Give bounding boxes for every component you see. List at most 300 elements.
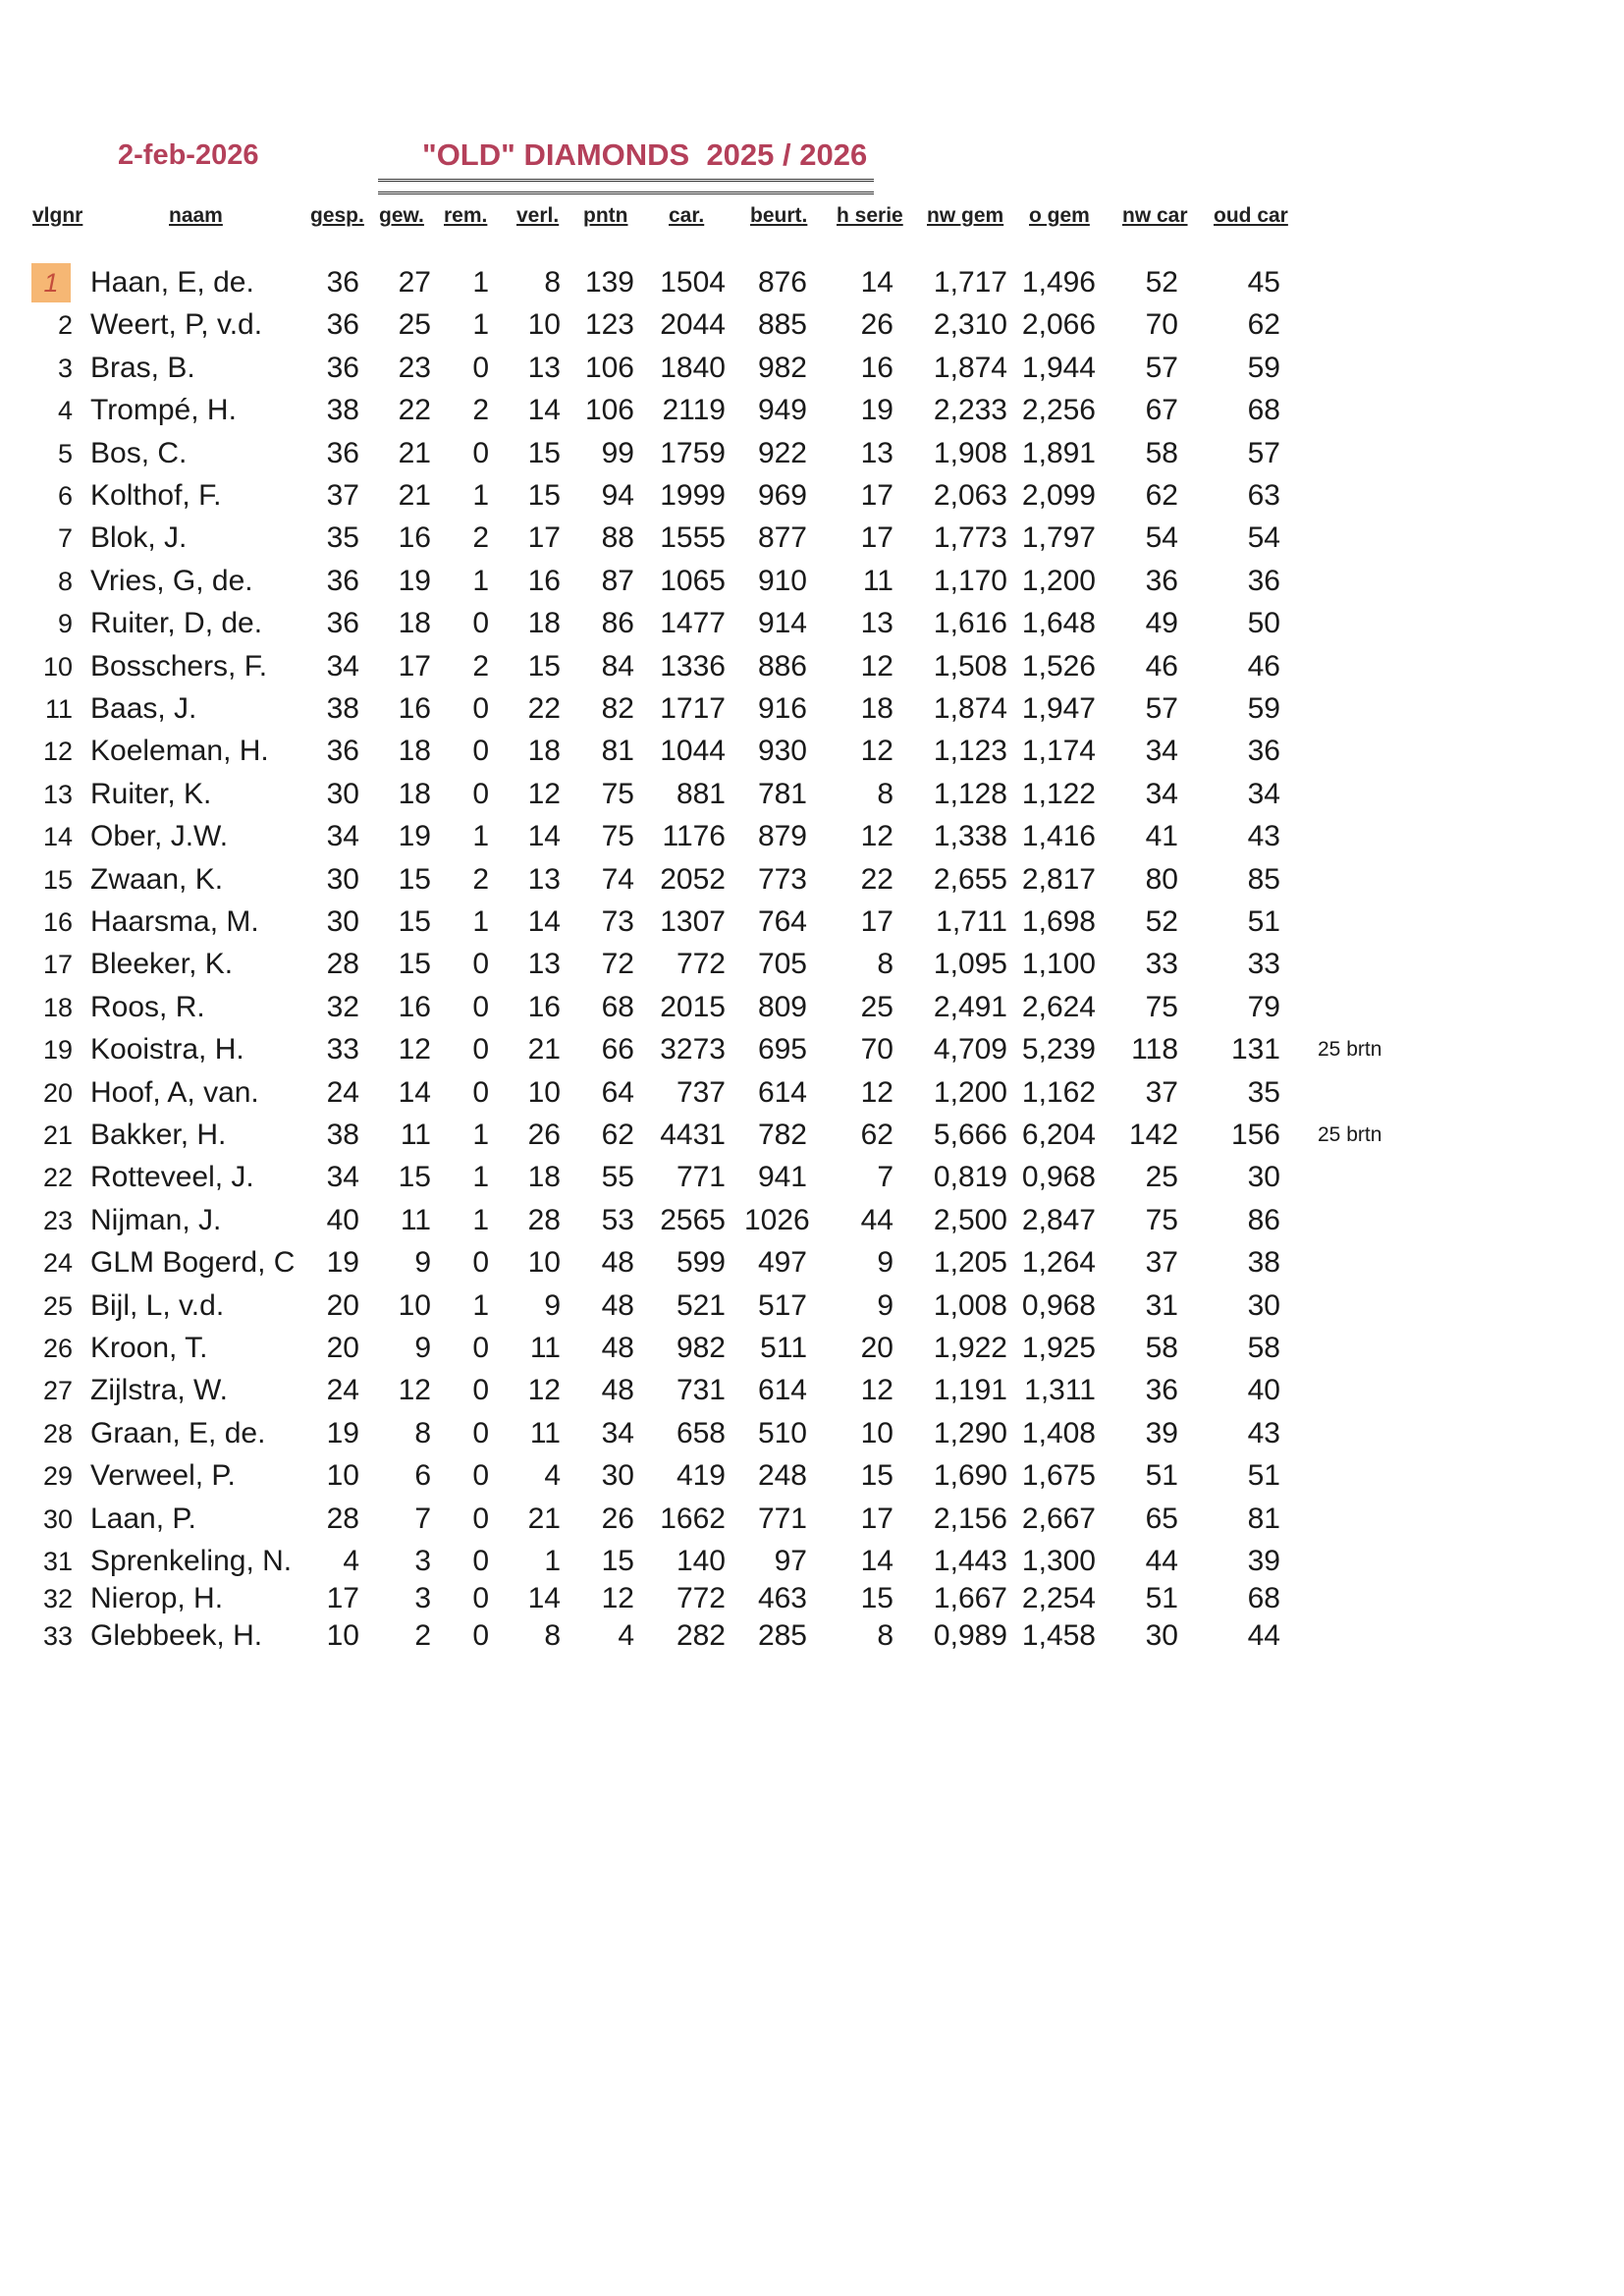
cell-hserie: 18 — [860, 692, 893, 725]
cell-rem: 2 — [472, 521, 489, 555]
cell-gesp: 30 — [326, 862, 359, 896]
cell-name: Bosschers, F. — [90, 649, 268, 683]
cell-ogem: 2,667 — [1021, 1502, 1096, 1535]
cell-oudcar: 36 — [1247, 564, 1280, 597]
cell-name: Roos, R. — [90, 990, 205, 1023]
col-header-hserie: h serie — [837, 204, 903, 227]
col-header-car: car. — [669, 204, 705, 227]
cell-gesp: 34 — [326, 649, 359, 683]
cell-gew: 16 — [398, 692, 431, 725]
cell-oudcar: 44 — [1247, 1619, 1280, 1652]
cell-beurt: 773 — [757, 862, 807, 896]
cell-hserie: 13 — [860, 436, 893, 469]
cell-rank: 32 — [42, 1584, 73, 1613]
cell-nwgem: 1,128 — [933, 777, 1007, 810]
cell-nwcar: 52 — [1145, 905, 1178, 938]
cell-name: Sprenkeling, N. — [90, 1545, 293, 1577]
cell-gesp: 4 — [343, 1545, 359, 1577]
cell-verl: 15 — [527, 436, 561, 469]
cell-nwgem: 1,200 — [933, 1075, 1007, 1109]
cell-oudcar: 57 — [1247, 436, 1280, 469]
cell-gew: 17 — [398, 649, 431, 683]
cell-nwgem: 1,874 — [933, 692, 1007, 725]
cell-rank: 20 — [42, 1077, 73, 1108]
cell-rem: 0 — [472, 1502, 489, 1535]
cell-gesp: 20 — [326, 1332, 359, 1364]
cell-nwcar: 25 — [1145, 1161, 1178, 1194]
cell-car: 881 — [676, 777, 726, 810]
col-header-pntn: pntn — [583, 204, 628, 227]
cell-verl: 12 — [527, 777, 561, 810]
cell-pntn: 66 — [601, 1033, 634, 1066]
cell-hserie: 22 — [860, 862, 893, 896]
cell-pntn: 86 — [601, 607, 634, 640]
cell-car: 3273 — [660, 1033, 726, 1066]
cell-verl: 26 — [527, 1119, 561, 1151]
cell-verl: 13 — [527, 948, 561, 981]
cell-beurt: 463 — [757, 1582, 807, 1614]
cell-hserie: 25 — [860, 990, 893, 1023]
cell-ogem: 1,947 — [1021, 692, 1096, 725]
cell-rank: 27 — [42, 1376, 73, 1406]
cell-hserie: 19 — [860, 394, 893, 427]
cell-gew: 15 — [398, 1161, 431, 1194]
cell-gesp: 24 — [326, 1075, 359, 1109]
cell-pntn: 106 — [584, 351, 634, 384]
cell-rank: 6 — [57, 481, 73, 511]
cell-rem: 0 — [472, 1075, 489, 1109]
cell-rem: 1 — [472, 266, 489, 299]
cell-pntn: 48 — [601, 1332, 634, 1364]
cell-name: Graan, E, de. — [90, 1416, 266, 1449]
cell-name: Hoof, A, van. — [90, 1075, 259, 1109]
cell-hserie: 9 — [877, 1246, 893, 1280]
cell-beurt: 941 — [757, 1161, 807, 1194]
cell-oudcar: 54 — [1247, 521, 1280, 555]
cell-car: 1717 — [660, 692, 726, 725]
cell-pntn: 26 — [601, 1502, 634, 1535]
cell-pntn: 99 — [601, 436, 634, 469]
cell-rem: 0 — [472, 1246, 489, 1280]
cell-verl: 10 — [527, 308, 561, 342]
cell-verl: 18 — [527, 607, 561, 640]
cell-nwcar: 52 — [1145, 266, 1178, 299]
cell-name: Glebbeek, H. — [90, 1619, 263, 1652]
cell-hserie: 70 — [860, 1033, 893, 1066]
cell-rank: 28 — [42, 1418, 73, 1449]
cell-pntn: 62 — [601, 1119, 634, 1151]
cell-gesp: 30 — [326, 777, 359, 810]
cell-verl: 15 — [527, 649, 561, 683]
cell-pntn: 88 — [601, 521, 634, 555]
cell-beurt: 922 — [757, 436, 807, 469]
cell-ogem: 1,496 — [1021, 266, 1096, 299]
cell-gew: 25 — [398, 308, 431, 342]
cell-oudcar: 40 — [1247, 1374, 1280, 1407]
cell-nwgem: 1,874 — [933, 351, 1007, 384]
cell-ogem: 1,300 — [1021, 1545, 1096, 1577]
cell-rank: 22 — [42, 1163, 73, 1193]
cell-beurt: 886 — [757, 649, 807, 683]
cell-nwcar: 30 — [1145, 1619, 1178, 1652]
cell-verl: 18 — [527, 735, 561, 768]
cell-rem: 0 — [472, 990, 489, 1023]
cell-ogem: 2,099 — [1021, 479, 1096, 512]
cell-nwcar: 58 — [1145, 436, 1178, 469]
cell-oudcar: 39 — [1247, 1545, 1280, 1577]
cell-rank: 12 — [42, 737, 73, 767]
cell-rem: 0 — [472, 948, 489, 981]
col-header-verl: verl. — [516, 204, 560, 227]
cell-car: 771 — [676, 1161, 726, 1194]
cell-nwcar: 51 — [1145, 1459, 1178, 1493]
cell-rem: 1 — [472, 479, 489, 512]
cell-rem: 0 — [472, 1416, 489, 1449]
cell-gesp: 10 — [326, 1459, 359, 1493]
cell-hserie: 44 — [860, 1203, 893, 1236]
cell-pntn: 15 — [601, 1545, 634, 1577]
cell-gesp: 35 — [326, 521, 359, 555]
cell-name: Weert, P, v.d. — [90, 308, 263, 342]
cell-nwgem: 1,508 — [933, 649, 1007, 683]
cell-nwcar: 70 — [1145, 308, 1178, 342]
cell-pntn: 34 — [601, 1416, 634, 1449]
cell-name: Bos, C. — [90, 436, 188, 469]
cell-nwgem: 2,655 — [933, 862, 1007, 896]
cell-gew: 10 — [398, 1288, 431, 1322]
cell-nwgem: 1,008 — [933, 1288, 1007, 1322]
cell-rem: 0 — [472, 1332, 489, 1364]
cell-car: 4431 — [660, 1119, 726, 1151]
cell-beurt: 969 — [757, 479, 807, 512]
cell-name: Ruiter, K. — [90, 777, 212, 810]
cell-rank: 15 — [42, 864, 73, 895]
cell-rem: 1 — [472, 1119, 489, 1151]
cell-pntn: 123 — [584, 308, 634, 342]
cell-nwgem: 1,123 — [933, 735, 1007, 768]
cell-ogem: 0,968 — [1021, 1161, 1096, 1194]
cell-verl: 11 — [529, 1416, 561, 1449]
cell-ogem: 0,968 — [1021, 1288, 1096, 1322]
cell-name: Haarsma, M. — [90, 905, 259, 938]
cell-name: Ruiter, D, de. — [90, 607, 263, 640]
cell-gew: 19 — [398, 820, 431, 853]
cell-verl: 14 — [527, 820, 561, 853]
cell-rank: 18 — [42, 992, 73, 1022]
cell-rem: 0 — [472, 735, 489, 768]
cell-verl: 4 — [544, 1459, 561, 1493]
col-header-nwcar: nw car — [1122, 204, 1188, 227]
cell-gesp: 19 — [326, 1416, 359, 1449]
cell-gesp: 36 — [326, 308, 359, 342]
cell-note: 25 brtn — [1318, 1123, 1382, 1146]
cell-hserie: 20 — [860, 1332, 893, 1364]
col-header-vlgnr: vlgnr — [32, 204, 83, 227]
cell-car: 2052 — [660, 862, 726, 896]
cell-car: 2044 — [660, 308, 726, 342]
cell-gew: 23 — [398, 351, 431, 384]
cell-verl: 16 — [527, 564, 561, 597]
cell-hserie: 7 — [877, 1161, 893, 1194]
cell-ogem: 1,122 — [1021, 777, 1096, 810]
cell-nwcar: 46 — [1145, 649, 1178, 683]
cell-pntn: 106 — [584, 394, 634, 427]
cell-rank: 2 — [57, 310, 73, 341]
cell-hserie: 13 — [860, 607, 893, 640]
cell-ogem: 1,944 — [1021, 351, 1096, 384]
cell-gesp: 34 — [326, 1161, 359, 1194]
cell-pntn: 82 — [601, 692, 634, 725]
cell-oudcar: 59 — [1247, 351, 1280, 384]
cell-rem: 1 — [472, 820, 489, 853]
cell-gesp: 33 — [326, 1033, 359, 1066]
cell-verl: 11 — [529, 1332, 561, 1364]
cell-rank: 13 — [42, 779, 73, 809]
cell-nwgem: 1,095 — [933, 948, 1007, 981]
cell-verl: 9 — [544, 1288, 561, 1322]
cell-rank: 10 — [42, 651, 73, 682]
cell-ogem: 1,311 — [1024, 1374, 1096, 1407]
cell-name: Bras, B. — [90, 351, 195, 384]
cell-pntn: 81 — [601, 735, 634, 768]
cell-rank: 31 — [42, 1547, 73, 1576]
cell-gesp: 37 — [326, 479, 359, 512]
cell-pntn: 74 — [601, 862, 634, 896]
cell-rank: 21 — [42, 1121, 73, 1150]
cell-gew: 15 — [398, 948, 431, 981]
cell-car: 2119 — [662, 394, 726, 427]
cell-name: Kroon, T. — [90, 1332, 208, 1364]
cell-hserie: 16 — [860, 351, 893, 384]
cell-ogem: 2,066 — [1021, 308, 1096, 342]
cell-nwcar: 31 — [1145, 1288, 1178, 1322]
cell-ogem: 1,408 — [1021, 1416, 1096, 1449]
cell-oudcar: 46 — [1247, 649, 1280, 683]
cell-gesp: 36 — [326, 436, 359, 469]
cell-rem: 0 — [472, 607, 489, 640]
cell-gew: 22 — [398, 394, 431, 427]
cell-verl: 13 — [527, 862, 561, 896]
cell-oudcar: 35 — [1247, 1075, 1280, 1109]
cell-rank: 26 — [42, 1334, 73, 1363]
cell-nwgem: 5,666 — [933, 1119, 1007, 1151]
cell-hserie: 17 — [860, 479, 893, 512]
cell-nwgem: 0,989 — [933, 1619, 1007, 1652]
cell-note: 25 brtn — [1318, 1038, 1382, 1062]
cell-nwgem: 1,922 — [933, 1332, 1007, 1364]
cell-oudcar: 86 — [1247, 1203, 1280, 1236]
cell-pntn: 48 — [601, 1374, 634, 1407]
cell-gew: 6 — [414, 1459, 431, 1493]
cell-pntn: 139 — [584, 266, 634, 299]
cell-ogem: 2,624 — [1021, 990, 1096, 1023]
cell-beurt: 910 — [757, 564, 807, 597]
cell-gew: 8 — [414, 1416, 431, 1449]
cell-gew: 18 — [398, 735, 431, 768]
cell-beurt: 614 — [757, 1075, 807, 1109]
cell-beurt: 510 — [757, 1416, 807, 1449]
cell-nwcar: 37 — [1145, 1075, 1178, 1109]
cell-gesp: 36 — [326, 351, 359, 384]
cell-oudcar: 58 — [1247, 1332, 1280, 1364]
cell-gesp: 38 — [326, 692, 359, 725]
cell-rem: 1 — [472, 1288, 489, 1322]
cell-car: 731 — [676, 1374, 726, 1407]
cell-ogem: 2,256 — [1021, 394, 1096, 427]
cell-name: Ober, J.W. — [90, 820, 229, 853]
cell-oudcar: 33 — [1247, 948, 1280, 981]
cell-gesp: 36 — [326, 607, 359, 640]
cell-nwcar: 34 — [1145, 777, 1178, 810]
cell-oudcar: 34 — [1247, 777, 1280, 810]
cell-rem: 1 — [472, 1203, 489, 1236]
cell-name: Bijl, L, v.d. — [90, 1288, 225, 1322]
cell-hserie: 15 — [860, 1459, 893, 1493]
cell-name: Baas, J. — [90, 692, 197, 725]
cell-nwcar: 33 — [1145, 948, 1178, 981]
cell-rem: 1 — [472, 564, 489, 597]
cell-gesp: 40 — [326, 1203, 359, 1236]
cell-hserie: 12 — [860, 649, 893, 683]
cell-verl: 14 — [527, 905, 561, 938]
cell-ogem: 1,162 — [1021, 1075, 1096, 1109]
cell-hserie: 17 — [860, 521, 893, 555]
cell-rank: 11 — [44, 694, 73, 724]
cell-rank: 7 — [57, 523, 73, 554]
title-underline — [378, 179, 874, 194]
cell-beurt: 877 — [757, 521, 807, 555]
cell-hserie: 17 — [860, 905, 893, 938]
cell-rank: 3 — [57, 353, 73, 383]
cell-nwcar: 75 — [1145, 990, 1178, 1023]
cell-rem: 2 — [472, 394, 489, 427]
cell-rem: 1 — [472, 308, 489, 342]
cell-gew: 3 — [414, 1582, 431, 1614]
cell-hserie: 12 — [860, 1075, 893, 1109]
cell-name: Haan, E, de. — [90, 266, 254, 299]
cell-nwcar: 51 — [1145, 1582, 1178, 1614]
cell-car: 1307 — [660, 905, 726, 938]
cell-oudcar: 30 — [1247, 1288, 1280, 1322]
cell-verl: 8 — [544, 1619, 561, 1652]
cell-gesp: 32 — [326, 990, 359, 1023]
cell-nwgem: 1,205 — [933, 1246, 1007, 1280]
cell-pntn: 4 — [618, 1619, 634, 1652]
cell-gew: 27 — [398, 266, 431, 299]
cell-hserie: 62 — [860, 1119, 893, 1151]
cell-name: Bleeker, K. — [90, 948, 234, 981]
cell-verl: 15 — [527, 479, 561, 512]
cell-pntn: 55 — [601, 1161, 634, 1194]
cell-beurt: 781 — [757, 777, 807, 810]
cell-beurt: 885 — [757, 308, 807, 342]
cell-ogem: 1,925 — [1021, 1332, 1096, 1364]
cell-verl: 17 — [527, 521, 561, 555]
cell-oudcar: 81 — [1247, 1502, 1280, 1535]
cell-nwcar: 80 — [1145, 862, 1178, 896]
cell-rem: 0 — [472, 436, 489, 469]
cell-gew: 18 — [398, 777, 431, 810]
cell-pntn: 75 — [601, 820, 634, 853]
cell-ogem: 5,239 — [1021, 1033, 1096, 1066]
cell-verl: 8 — [544, 266, 561, 299]
cell-ogem: 1,200 — [1021, 564, 1096, 597]
cell-nwgem: 1,717 — [933, 266, 1007, 299]
cell-beurt: 809 — [757, 990, 807, 1023]
cell-beurt: 1026 — [744, 1203, 810, 1236]
cell-rank: 8 — [57, 566, 73, 596]
col-header-ogem: o gem — [1029, 204, 1090, 227]
cell-nwgem: 1,711 — [936, 905, 1007, 938]
cell-beurt: 782 — [757, 1119, 807, 1151]
cell-car: 1840 — [660, 351, 726, 384]
cell-gew: 12 — [398, 1374, 431, 1407]
cell-verl: 14 — [527, 1582, 561, 1614]
cell-verl: 16 — [527, 990, 561, 1023]
cell-hserie: 14 — [860, 1545, 893, 1577]
cell-nwcar: 65 — [1145, 1502, 1178, 1535]
cell-ogem: 1,648 — [1021, 607, 1096, 640]
cell-nwcar: 67 — [1145, 394, 1178, 427]
cell-pntn: 84 — [601, 649, 634, 683]
cell-rank: 30 — [42, 1503, 73, 1534]
col-header-beurt: beurt. — [750, 204, 808, 227]
cell-ogem: 1,174 — [1021, 735, 1096, 768]
cell-gew: 18 — [398, 607, 431, 640]
cell-ogem: 2,254 — [1021, 1582, 1096, 1614]
cell-oudcar: 51 — [1247, 905, 1280, 938]
cell-verl: 14 — [527, 394, 561, 427]
cell-rem: 0 — [472, 1374, 489, 1407]
cell-car: 1065 — [660, 564, 726, 597]
cell-nwgem: 4,709 — [933, 1033, 1007, 1066]
cell-gesp: 30 — [326, 905, 359, 938]
cell-beurt: 285 — [757, 1619, 807, 1652]
cell-name: Koeleman, H. — [90, 735, 269, 768]
cell-beurt: 764 — [757, 905, 807, 938]
cell-nwgem: 2,500 — [933, 1203, 1007, 1236]
cell-hserie: 8 — [877, 777, 893, 810]
cell-rank: 1 — [31, 263, 71, 302]
cell-oudcar: 51 — [1247, 1459, 1280, 1493]
cell-rank: 25 — [42, 1290, 73, 1321]
cell-nwgem: 1,773 — [933, 521, 1007, 555]
cell-nwgem: 2,233 — [933, 394, 1007, 427]
cell-car: 1662 — [660, 1502, 726, 1535]
cell-pntn: 73 — [601, 905, 634, 938]
cell-gesp: 28 — [326, 1502, 359, 1535]
cell-rem: 1 — [472, 905, 489, 938]
cell-rem: 0 — [472, 1545, 489, 1577]
cell-nwcar: 75 — [1145, 1203, 1178, 1236]
cell-rank: 14 — [42, 822, 73, 852]
cell-nwgem: 2,310 — [933, 308, 1007, 342]
cell-beurt: 930 — [757, 735, 807, 768]
cell-rem: 2 — [472, 649, 489, 683]
cell-beurt: 914 — [757, 607, 807, 640]
cell-name: Kooistra, H. — [90, 1033, 244, 1066]
cell-ogem: 1,698 — [1021, 905, 1096, 938]
cell-nwcar: 36 — [1145, 564, 1178, 597]
cell-gew: 16 — [398, 990, 431, 1023]
cell-ogem: 1,416 — [1021, 820, 1096, 853]
cell-rem: 0 — [472, 1619, 489, 1652]
cell-gew: 14 — [398, 1075, 431, 1109]
cell-nwcar: 41 — [1145, 820, 1178, 853]
cell-rank: 4 — [57, 396, 73, 426]
cell-name: Laan, P. — [90, 1502, 196, 1535]
col-header-naam: naam — [169, 204, 223, 227]
